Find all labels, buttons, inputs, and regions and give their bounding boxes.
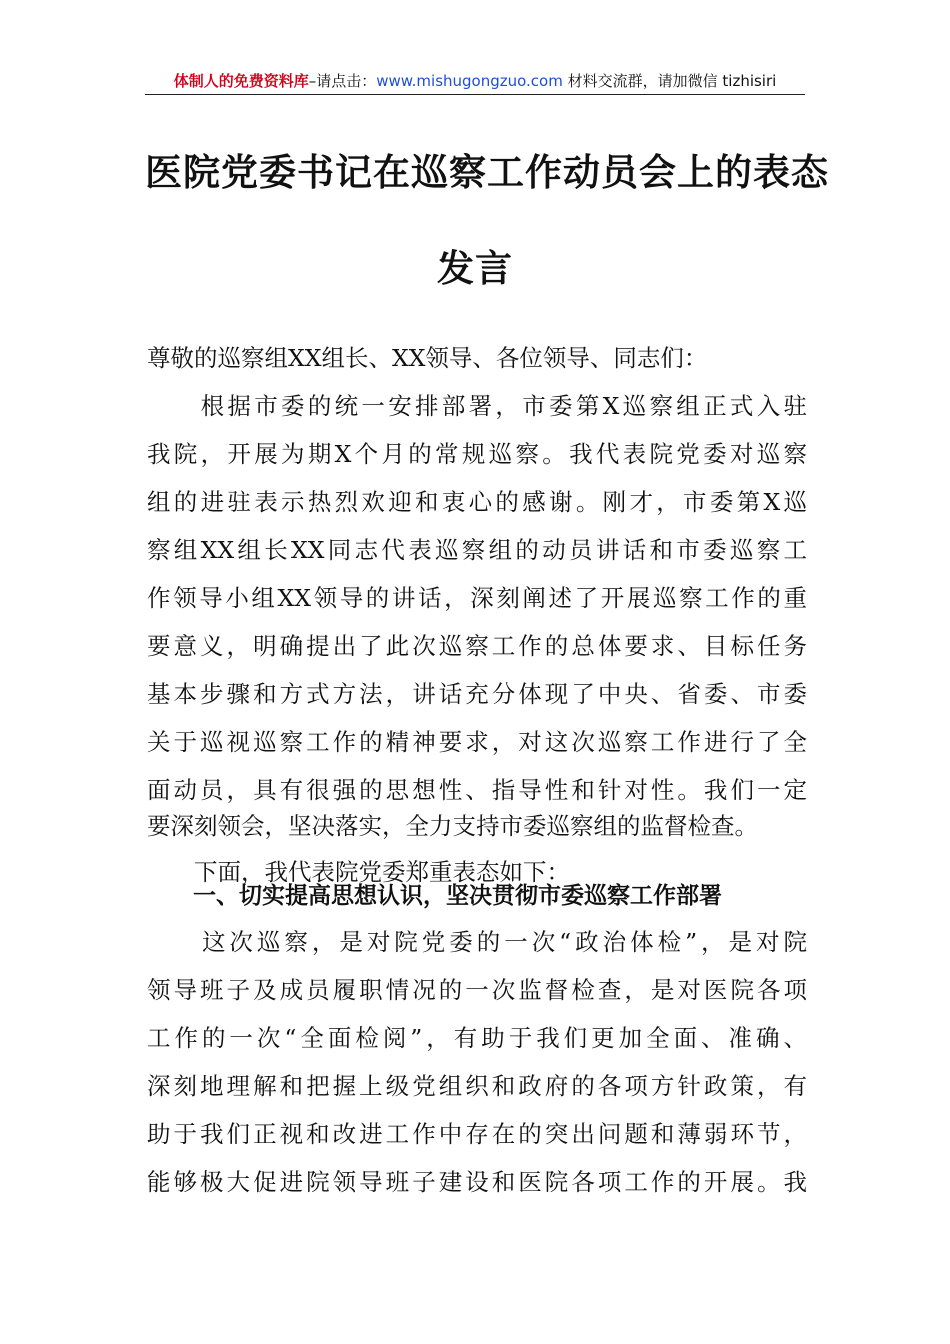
page-header — [145, 70, 805, 95]
text-line: 领导班子及成员履职情况的一次监督检查，是对医院各项 — [147, 976, 807, 1004]
text-line: 组的进驻表示热烈欢迎和衷心的感谢。刚才，市委第X巡 — [147, 488, 807, 516]
text-line: 面动员，具有很强的思想性、指导性和针对性。我们一定 — [147, 776, 807, 804]
text-line: 能够极大促进院领导班子建设和医院各项工作的开展。我 — [147, 1168, 807, 1196]
text-line: 这次巡察，是对院党委的一次“政治体检”，是对院 — [147, 928, 807, 956]
header-prompt: –请点击： — [308, 72, 377, 90]
text-line: 要意义，明确提出了此次巡察工作的总体要求、目标任务 — [147, 632, 807, 660]
text-line: 察组XX组长XX同志代表巡察组的动员讲话和市委巡察工 — [147, 536, 807, 564]
section-heading-1: 一、切实提高思想认识，坚决贯彻市委巡察工作部署 — [147, 883, 722, 909]
salutation: 尊敬的巡察组XX组长、XX领导、各位领导、同志们： — [147, 344, 708, 372]
document-title-line-2: 发言 — [437, 246, 513, 290]
text-line: 根据市委的统一安排部署，市委第X巡察组正式入驻 — [147, 392, 807, 420]
header-site-name: 体制人的免费资料库 — [173, 72, 309, 90]
header-url-link[interactable]: www.mishugongzuo.com — [376, 72, 563, 90]
text-line: 基本步骤和方式方法，讲话充分体现了中央、省委、市委 — [147, 680, 807, 708]
text-line: 我院，开展为期X个月的常规巡察。我代表院党委对巡察 — [147, 440, 807, 468]
text-line: 工作的一次“全面检阅”，有助于我们更加全面、准确、 — [147, 1024, 807, 1052]
text-line: 关于巡视巡察工作的精神要求，对这次巡察工作进行了全 — [147, 728, 807, 756]
text-line: 作领导小组XX领导的讲话，深刻阐述了开展巡察工作的重 — [147, 584, 807, 612]
header-contact: 材料交流群，请加微信 tizhisiri — [562, 72, 777, 90]
document-title-line-1: 医院党委书记在巡察工作动员会上的表态 — [145, 150, 829, 194]
text-line: 要深刻领会，坚决落实，全力支持市委巡察组的监督检查。 — [147, 812, 758, 840]
text-line: 下面，我代表院党委郑重表态如下： — [147, 858, 570, 886]
text-line: 深刻地理解和把握上级党组织和政府的各项方针政策，有 — [147, 1072, 807, 1100]
text-line: 助于我们正视和改进工作中存在的突出问题和薄弱环节， — [147, 1120, 807, 1148]
